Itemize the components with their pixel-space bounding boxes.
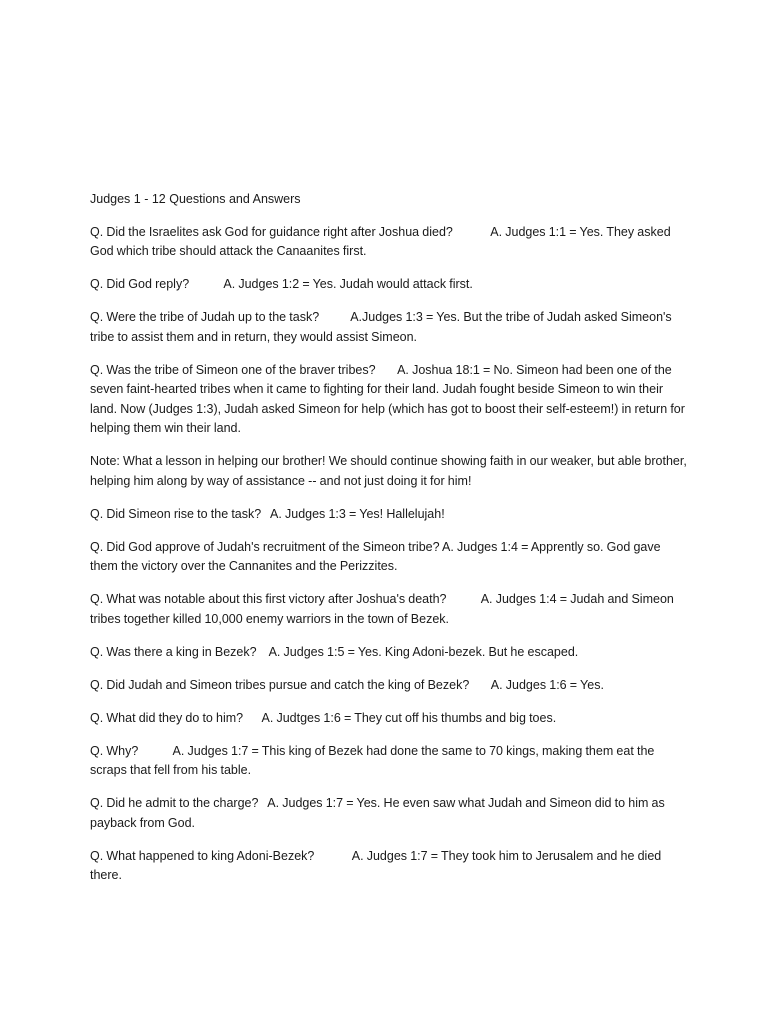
qa-paragraph-4: Q. Was the tribe of Simeon one of the braver tribes? A. Joshua 18:1 = No. Simeon had been one of the seven faint-hearted tribes when it came to fighting for their land. Judah fought beside Simeon to win their land. Now (Judges 1:3), Judah asked Simeon for help (which has got to boost their self-esteem!) in return for helping them win their land. bbox=[90, 362, 689, 435]
qa-paragraph-3: Q. Were the tribe of Judah up to the task? A.Judges 1:3 = Yes. But the tribe of Judah asked Simeon's tribe to assist them and in return, they would assist Simeon. bbox=[90, 310, 675, 344]
qa-paragraph-9: Q. Did Judah and Simeon tribes pursue and catch the king of Bezek? A. Judges 1:6 = Yes. bbox=[90, 677, 604, 692]
qa-paragraph-13: Q. What happened to king Adoni-Bezek? A. Judges 1:7 = They took him to Jerusalem and he died there. bbox=[90, 848, 665, 882]
qa-paragraph-6: Q. Did God approve of Judah's recruitment of the Simeon tribe? A. Judges 1:4 = Apprently so. God gave them the victory over the Cannanites and the Perizzites. bbox=[90, 539, 664, 573]
qa-paragraph-8: Q. Was there a king in Bezek? A. Judges 1:5 = Yes. King Adoni-bezek. But he escaped. bbox=[90, 644, 579, 659]
qa-paragraph-1: Q. Did the Israelites ask God for guidance right after Joshua died? A. Judges 1:1 = Yes. They asked God which tribe should attack the Canaanites first. bbox=[90, 224, 674, 258]
document-title: Judges 1 - 12 Questions and Answers bbox=[90, 192, 301, 206]
qa-paragraph-7: Q. What was notable about this first victory after Joshua's death? A. Judges 1:4 = Judah and Simeon tribes together killed 10,000 enemy warriors in the town of Bezek. bbox=[90, 592, 678, 626]
qa-paragraph-11: Q. Why? A. Judges 1:7 = This king of Bezek had done the same to 70 kings, making them eat the scraps that fell from his table. bbox=[90, 743, 658, 777]
qa-paragraph-10: Q. What did they do to him? A. Judtges 1:6 = They cut off his thumbs and big toes. bbox=[90, 710, 557, 725]
qa-paragraph-2: Q. Did God reply? A. Judges 1:2 = Yes. Judah would attack first. bbox=[90, 277, 473, 291]
qa-paragraph-5: Q. Did Simeon rise to the task? A. Judges 1:3 = Yes! Hallelujah! bbox=[90, 506, 445, 521]
note-paragraph: Note: What a lesson in helping our brother! We should continue showing faith in our weaker, but able brother, helping him along by way of assistance -- and not just doing it for him! bbox=[90, 454, 691, 488]
qa-paragraph-12: Q. Did he admit to the charge? A. Judges 1:7 = Yes. He even saw what Judah and Simeon did to him as payback from God. bbox=[90, 796, 668, 830]
document-page bbox=[90, 190, 690, 899]
